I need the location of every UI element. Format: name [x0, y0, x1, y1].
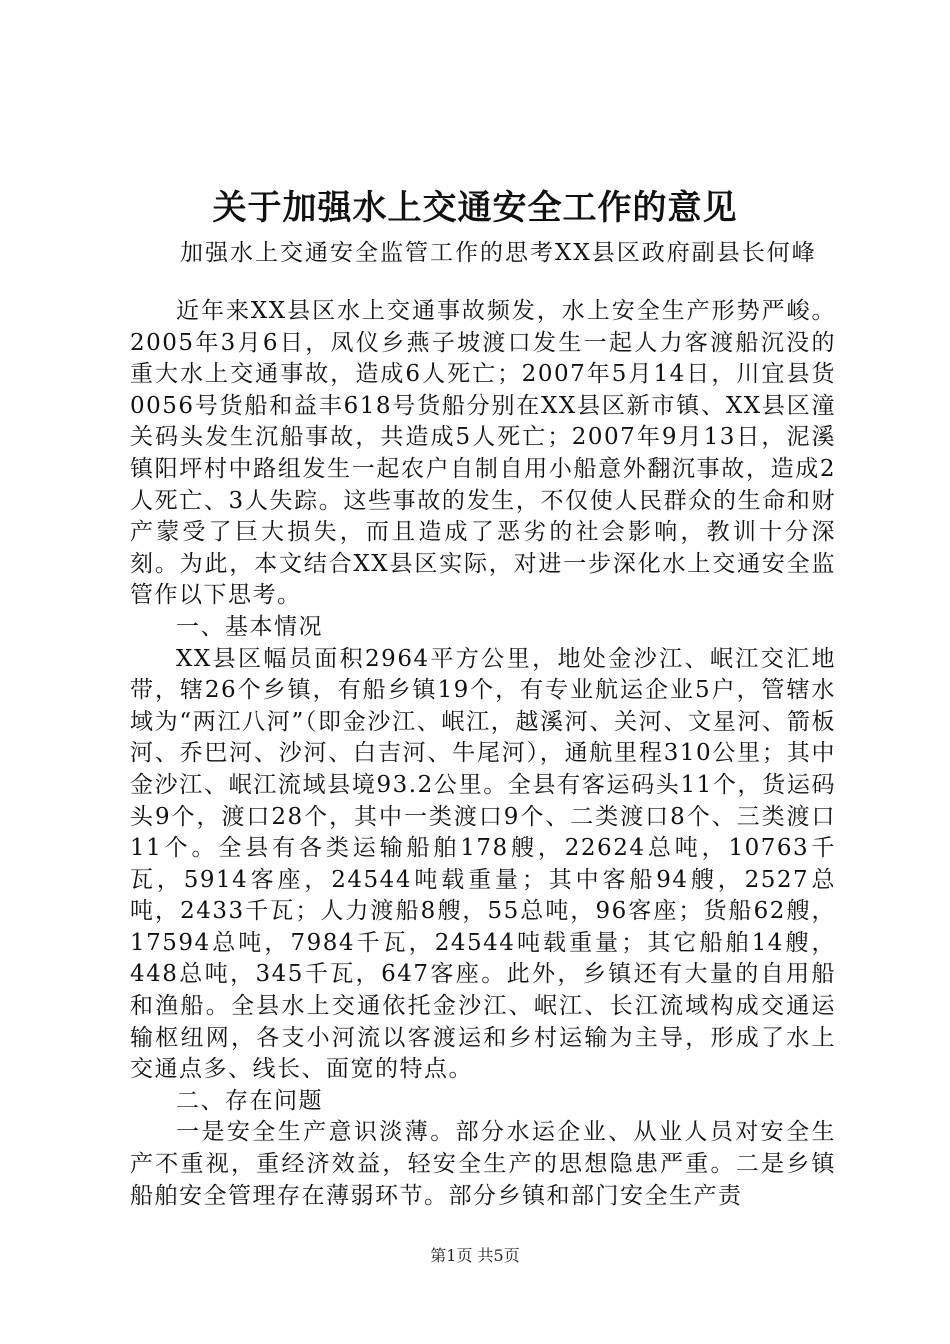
document-subtitle: 加强水上交通安全监管工作的思考XX县区政府副县长何峰 — [180, 240, 817, 266]
page-number-footer: 第1页 共5页 — [430, 1246, 520, 1265]
section-heading-basic-situation: 一、基本情况 — [176, 613, 323, 640]
existing-problems-paragraph: 一是安全生产意识淡薄。部分水运企业、从业人员对安全生产不重视，重经济效益，轻安全生产的思想隐患严重。二是乡镇船舶安全管理存在薄弱环节。部分乡镇和部门安全生产责 — [130, 1119, 836, 1209]
document-body — [130, 296, 836, 1212]
intro-paragraph: 近年来XX县区水上交通事故频发，水上安全生产形势严峻。2005年3月6日，凤仪乡燕子坡渡口发生一起人力客渡船沉没的重大水上交通事故，造成6人死亡；2007年5月14日，川宜县货0056号货船和益丰618号货船分别在XX县区新市镇、XX县区潼关码头发生沉船事故，共造成5人死亡；2007年9月13日，泥溪镇阳坪村中路组发生一起农户自制自用小船意外翻沉事故，造成2人死亡、3人失踪。这些事故的发生，不仅使人民群众的生命和财产蒙受了巨大损失，而且造成了恶劣的社会影响，教训十分深刻。为此，本文结合XX县区实际，对进一步深化水上交通安全监管作以下思考。 — [130, 298, 836, 609]
section-heading-existing-problems: 二、存在问题 — [176, 1087, 323, 1114]
document-title: 关于加强水上交通安全工作的意见 — [212, 188, 738, 228]
basic-situation-paragraph: XX县区幅员面积2964平方公里，地处金沙江、岷江交汇地带，辖26个乡镇，有船乡镇19个，有专业航运企业5户，管辖水域为“两江八河”（即金沙江、岷江，越溪河、关河、文星河、箭板河、乔巴河、沙河、白吉河、牛尾河），通航里程310公里；其中金沙江、岷江流域县境93.2公里。全县有客运码头11个，货运码头9个，渡口28个，其中一类渡口9个、二类渡口8个、三类渡口11个。全县有各类运输船舶178艘，22624总吨，10763千瓦，5914客座，24544吨载重量；其中客船94艘，2527总吨，2433千瓦；人力渡船8艘，55总吨，96客座；货船62艘，17594总吨，7984千瓦，24544吨载重量；其它船舶14艘，448总吨，345千瓦，647客座。此外，乡镇还有大量的自用船和渔船。全县水上交通依托金沙江、岷江、长江流域构成交通运输枢纽网，各支小河流以客渡运和乡村运输为主导，形成了水上交通点多、线长、面宽的特点。 — [130, 645, 836, 1083]
